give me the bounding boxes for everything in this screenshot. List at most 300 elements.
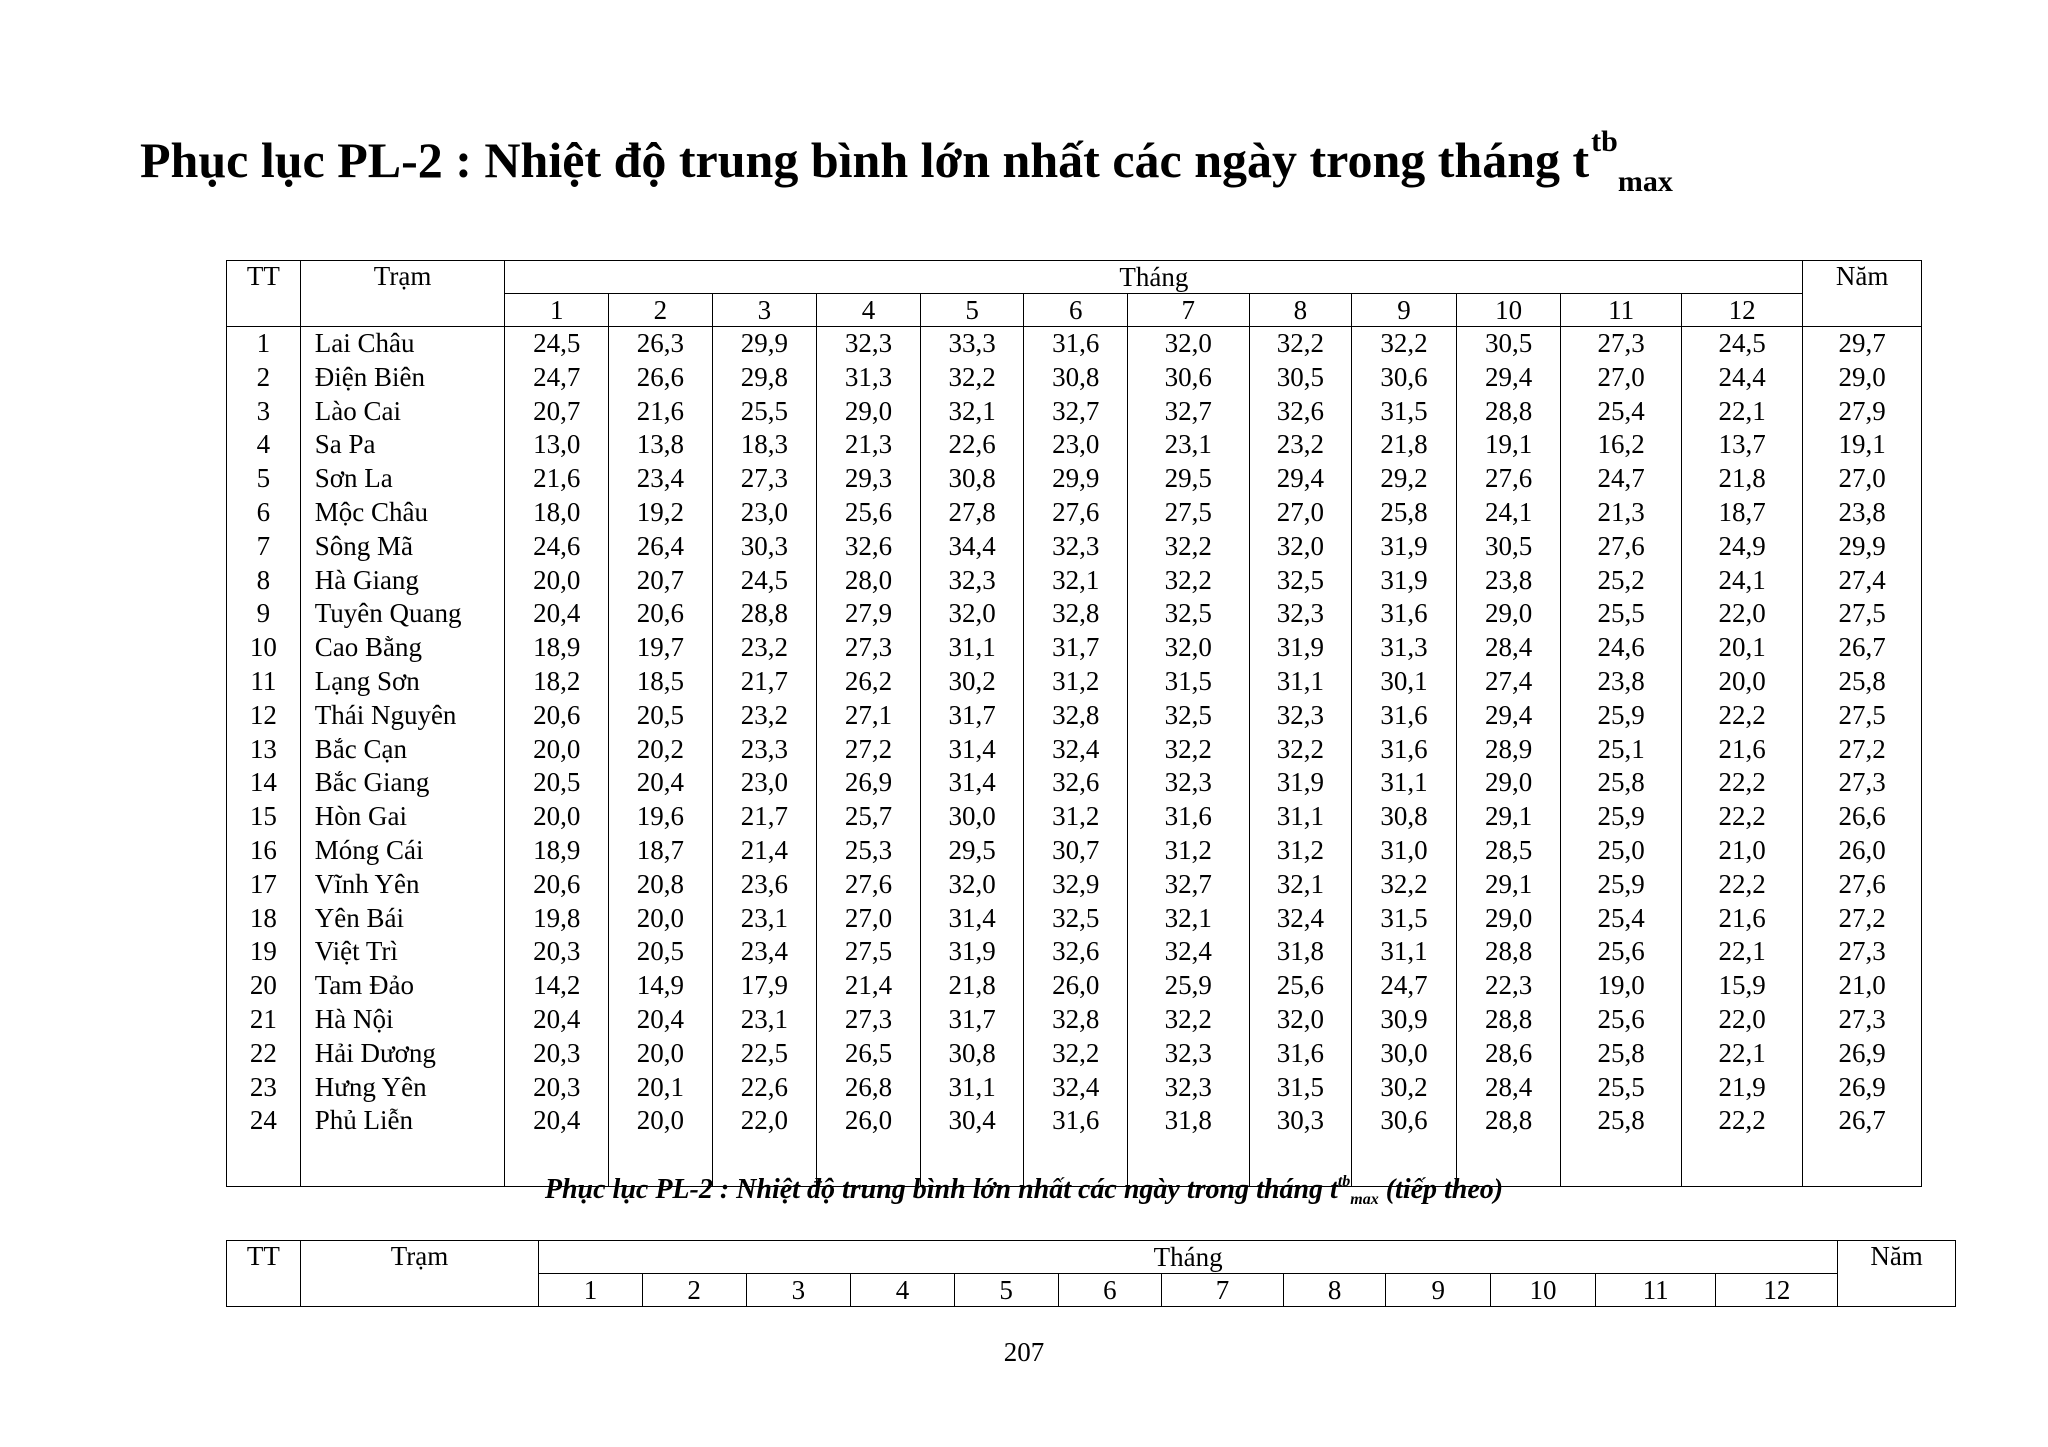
temperature-cell: 20,4 bbox=[609, 1003, 713, 1037]
row-number: 6 bbox=[227, 496, 301, 530]
temperature-cell: 32,2 bbox=[1128, 1003, 1249, 1037]
row-number: 15 bbox=[227, 800, 301, 834]
temperature-cell: 18,7 bbox=[609, 834, 713, 868]
temperature-cell: 16,2 bbox=[1561, 428, 1681, 462]
temperature-cell: 26,0 bbox=[1024, 969, 1128, 1003]
temperature-cell: 32,4 bbox=[1249, 902, 1352, 936]
temperature-cell: 31,6 bbox=[1352, 699, 1457, 733]
temperature-cell: 28,8 bbox=[1456, 1104, 1561, 1138]
temperature-cell: 34,4 bbox=[920, 530, 1024, 564]
temperature-cell: 30,4 bbox=[920, 1104, 1024, 1138]
temperature-cell: 21,4 bbox=[817, 969, 921, 1003]
temperature-cell: 32,3 bbox=[1249, 597, 1352, 631]
temperature-cell: 23,1 bbox=[712, 1003, 817, 1037]
year-value: 27,9 bbox=[1803, 395, 1922, 429]
temperature-cell: 21,8 bbox=[1681, 462, 1802, 496]
row-number: 13 bbox=[227, 733, 301, 767]
temperature-cell: 31,9 bbox=[1352, 530, 1457, 564]
temperature-cell: 25,2 bbox=[1561, 564, 1681, 598]
temperature-cell: 32,1 bbox=[920, 395, 1024, 429]
temperature-cell: 20,0 bbox=[609, 1037, 713, 1071]
table-row bbox=[227, 1071, 1922, 1105]
temperature-cell: 22,3 bbox=[1456, 969, 1561, 1003]
temperature-cell: 29,5 bbox=[920, 834, 1024, 868]
cont-header-station: Trạm bbox=[300, 1241, 538, 1307]
header-year: Năm bbox=[1803, 261, 1922, 327]
row-number: 8 bbox=[227, 564, 301, 598]
temperature-cell: 33,3 bbox=[920, 327, 1024, 361]
temperature-cell: 21,3 bbox=[1561, 496, 1681, 530]
temperature-cell: 31,1 bbox=[920, 1071, 1024, 1105]
temperature-cell: 28,0 bbox=[817, 564, 921, 598]
temperature-cell: 23,3 bbox=[712, 733, 817, 767]
temperature-cell: 25,6 bbox=[1561, 935, 1681, 969]
station-name: Thái Nguyên bbox=[300, 699, 505, 733]
temperature-cell: 18,0 bbox=[505, 496, 609, 530]
temperature-cell: 25,4 bbox=[1561, 395, 1681, 429]
year-value: 27,6 bbox=[1803, 868, 1922, 902]
temperature-cell: 15,9 bbox=[1681, 969, 1802, 1003]
temperature-cell: 22,0 bbox=[1681, 597, 1802, 631]
row-number: 16 bbox=[227, 834, 301, 868]
temperature-cell: 32,4 bbox=[1024, 733, 1128, 767]
temperature-cell: 32,1 bbox=[1024, 564, 1128, 598]
temperature-cell: 23,6 bbox=[712, 868, 817, 902]
temperature-cell: 32,5 bbox=[1024, 902, 1128, 936]
row-number: 5 bbox=[227, 462, 301, 496]
temperature-cell: 19,7 bbox=[609, 631, 713, 665]
station-name: Vĩnh Yên bbox=[300, 868, 505, 902]
station-name: Hòn Gai bbox=[300, 800, 505, 834]
month-header: 2 bbox=[642, 1274, 746, 1307]
temperature-cell: 25,8 bbox=[1561, 1104, 1681, 1138]
temperature-cell: 20,4 bbox=[505, 597, 609, 631]
temperature-cell: 19,8 bbox=[505, 902, 609, 936]
temperature-cell: 24,6 bbox=[505, 530, 609, 564]
temperature-cell: 31,2 bbox=[1128, 834, 1249, 868]
temperature-cell: 31,1 bbox=[1352, 935, 1457, 969]
station-name: Bắc Giang bbox=[300, 766, 505, 800]
temperature-cell: 14,9 bbox=[609, 969, 713, 1003]
temperature-cell: 29,8 bbox=[712, 361, 817, 395]
temperature-cell: 29,5 bbox=[1128, 462, 1249, 496]
temperature-cell: 29,2 bbox=[1352, 462, 1457, 496]
temperature-cell: 32,0 bbox=[1128, 327, 1249, 361]
temperature-cell: 20,3 bbox=[505, 1037, 609, 1071]
temperature-cell: 23,4 bbox=[609, 462, 713, 496]
table-row bbox=[227, 564, 1922, 598]
temperature-cell: 20,1 bbox=[1681, 631, 1802, 665]
temperature-cell: 31,1 bbox=[920, 631, 1024, 665]
temperature-cell: 24,1 bbox=[1681, 564, 1802, 598]
temperature-cell: 27,3 bbox=[817, 631, 921, 665]
temperature-cell: 20,0 bbox=[609, 1104, 713, 1138]
year-value: 29,7 bbox=[1803, 327, 1922, 361]
temperature-cell: 21,8 bbox=[920, 969, 1024, 1003]
row-number: 12 bbox=[227, 699, 301, 733]
temperature-cell: 27,2 bbox=[817, 733, 921, 767]
table-row bbox=[227, 935, 1922, 969]
temperature-cell: 21,7 bbox=[712, 665, 817, 699]
continuation-title bbox=[0, 1174, 2048, 1206]
station-name: Lai Châu bbox=[300, 327, 505, 361]
table-row bbox=[227, 327, 1922, 361]
month-header: 1 bbox=[505, 294, 609, 327]
temperature-cell: 31,5 bbox=[1128, 665, 1249, 699]
station-name: Cao Bằng bbox=[300, 631, 505, 665]
year-value: 26,9 bbox=[1803, 1037, 1922, 1071]
row-number: 17 bbox=[227, 868, 301, 902]
temperature-cell: 32,2 bbox=[1249, 733, 1352, 767]
temperature-cell: 21,6 bbox=[609, 395, 713, 429]
temperature-cell: 31,6 bbox=[1024, 327, 1128, 361]
temperature-cell: 32,2 bbox=[1024, 1037, 1128, 1071]
temperature-cell: 20,6 bbox=[505, 699, 609, 733]
title-subscript: max bbox=[1617, 165, 1673, 198]
row-number: 11 bbox=[227, 665, 301, 699]
table-row bbox=[227, 428, 1922, 462]
month-header: 4 bbox=[851, 1274, 955, 1307]
temperature-cell: 28,5 bbox=[1456, 834, 1561, 868]
temperature-cell: 24,4 bbox=[1681, 361, 1802, 395]
temperature-cell: 30,2 bbox=[1352, 1071, 1457, 1105]
temperature-table bbox=[226, 260, 1922, 1187]
month-header: 10 bbox=[1491, 1274, 1596, 1307]
temperature-cell: 25,8 bbox=[1561, 766, 1681, 800]
temperature-cell: 25,5 bbox=[1561, 1071, 1681, 1105]
temperature-cell: 27,6 bbox=[817, 868, 921, 902]
temperature-cell: 30,7 bbox=[1024, 834, 1128, 868]
temperature-cell: 22,0 bbox=[1681, 1003, 1802, 1037]
station-name: Phủ Liễn bbox=[300, 1104, 505, 1138]
temperature-cell: 22,0 bbox=[712, 1104, 817, 1138]
temperature-cell: 25,5 bbox=[1561, 597, 1681, 631]
row-number: 20 bbox=[227, 969, 301, 1003]
table-row bbox=[227, 631, 1922, 665]
temperature-cell: 30,3 bbox=[712, 530, 817, 564]
temperature-cell: 29,0 bbox=[1456, 766, 1561, 800]
temperature-cell: 24,7 bbox=[1352, 969, 1457, 1003]
temperature-cell: 32,6 bbox=[817, 530, 921, 564]
cont-header-tt: TT bbox=[227, 1241, 301, 1307]
temperature-cell: 25,8 bbox=[1352, 496, 1457, 530]
temperature-cell: 22,1 bbox=[1681, 395, 1802, 429]
temperature-cell: 30,2 bbox=[920, 665, 1024, 699]
row-number: 7 bbox=[227, 530, 301, 564]
header-month: Tháng bbox=[505, 261, 1803, 294]
temperature-cell: 14,2 bbox=[505, 969, 609, 1003]
temperature-cell: 22,2 bbox=[1681, 699, 1802, 733]
temperature-cell: 23,2 bbox=[1249, 428, 1352, 462]
temperature-cell: 21,0 bbox=[1681, 834, 1802, 868]
cont-header-month: Tháng bbox=[539, 1241, 1838, 1274]
month-header: 1 bbox=[539, 1274, 643, 1307]
temperature-cell: 32,3 bbox=[1128, 1037, 1249, 1071]
temperature-cell: 31,9 bbox=[1249, 766, 1352, 800]
temperature-cell: 31,9 bbox=[1352, 564, 1457, 598]
temperature-cell: 28,8 bbox=[1456, 935, 1561, 969]
header-station: Trạm bbox=[300, 261, 505, 327]
temperature-cell: 29,4 bbox=[1456, 361, 1561, 395]
temperature-cell: 22,2 bbox=[1681, 868, 1802, 902]
year-value: 19,1 bbox=[1803, 428, 1922, 462]
temperature-cell: 20,3 bbox=[505, 1071, 609, 1105]
temperature-cell: 32,8 bbox=[1024, 1003, 1128, 1037]
temperature-cell: 30,5 bbox=[1249, 361, 1352, 395]
station-name: Sơn La bbox=[300, 462, 505, 496]
temperature-cell: 20,7 bbox=[609, 564, 713, 598]
month-header: 8 bbox=[1249, 294, 1352, 327]
temperature-cell: 25,6 bbox=[1561, 1003, 1681, 1037]
temperature-cell: 21,3 bbox=[817, 428, 921, 462]
temperature-cell: 31,7 bbox=[1024, 631, 1128, 665]
table-row bbox=[227, 597, 1922, 631]
temperature-cell: 32,7 bbox=[1128, 395, 1249, 429]
temperature-cell: 30,6 bbox=[1128, 361, 1249, 395]
station-name: Việt Trì bbox=[300, 935, 505, 969]
temperature-cell: 25,6 bbox=[1249, 969, 1352, 1003]
temperature-cell: 28,4 bbox=[1456, 1071, 1561, 1105]
temperature-cell: 20,4 bbox=[609, 766, 713, 800]
temperature-cell: 32,2 bbox=[1128, 564, 1249, 598]
temperature-cell: 30,1 bbox=[1352, 665, 1457, 699]
temperature-cell: 27,5 bbox=[817, 935, 921, 969]
page-number: 207 bbox=[1003, 1337, 1045, 1367]
year-value: 27,3 bbox=[1803, 1003, 1922, 1037]
temperature-cell: 18,3 bbox=[712, 428, 817, 462]
station-name: Tuyên Quang bbox=[300, 597, 505, 631]
temperature-cell: 31,1 bbox=[1352, 766, 1457, 800]
table-row bbox=[227, 530, 1922, 564]
temperature-cell: 29,4 bbox=[1249, 462, 1352, 496]
temperature-cell: 20,3 bbox=[505, 935, 609, 969]
table-row bbox=[227, 1104, 1922, 1138]
temperature-cell: 29,0 bbox=[1456, 597, 1561, 631]
temperature-cell: 25,9 bbox=[1561, 800, 1681, 834]
temperature-cell: 29,1 bbox=[1456, 800, 1561, 834]
temperature-cell: 26,2 bbox=[817, 665, 921, 699]
temperature-cell: 31,2 bbox=[1024, 665, 1128, 699]
temperature-cell: 30,8 bbox=[920, 462, 1024, 496]
temperature-cell: 29,1 bbox=[1456, 868, 1561, 902]
temperature-cell: 30,6 bbox=[1352, 361, 1457, 395]
subtitle-subscript: max bbox=[1350, 1191, 1379, 1208]
temperature-cell: 26,6 bbox=[609, 361, 713, 395]
temperature-cell: 22,6 bbox=[712, 1071, 817, 1105]
temperature-cell: 27,3 bbox=[712, 462, 817, 496]
row-number: 4 bbox=[227, 428, 301, 462]
month-header: 11 bbox=[1561, 294, 1681, 327]
temperature-cell: 27,6 bbox=[1561, 530, 1681, 564]
temperature-cell: 31,8 bbox=[1128, 1104, 1249, 1138]
month-header: 10 bbox=[1456, 294, 1561, 327]
temperature-cell: 28,8 bbox=[1456, 1003, 1561, 1037]
month-header: 7 bbox=[1162, 1274, 1284, 1307]
temperature-cell: 20,0 bbox=[609, 902, 713, 936]
year-value: 26,0 bbox=[1803, 834, 1922, 868]
temperature-cell: 29,0 bbox=[817, 395, 921, 429]
temperature-cell: 27,8 bbox=[920, 496, 1024, 530]
temperature-cell: 24,9 bbox=[1681, 530, 1802, 564]
temperature-cell: 18,7 bbox=[1681, 496, 1802, 530]
year-value: 26,9 bbox=[1803, 1071, 1922, 1105]
table-row bbox=[227, 361, 1922, 395]
temperature-cell: 25,0 bbox=[1561, 834, 1681, 868]
station-name: Tam Đảo bbox=[300, 969, 505, 1003]
station-name: Sông Mã bbox=[300, 530, 505, 564]
temperature-cell: 20,5 bbox=[609, 699, 713, 733]
temperature-cell: 32,3 bbox=[1024, 530, 1128, 564]
temperature-cell: 20,8 bbox=[609, 868, 713, 902]
temperature-cell: 32,6 bbox=[1024, 935, 1128, 969]
temperature-cell: 32,0 bbox=[1249, 1003, 1352, 1037]
temperature-cell: 32,2 bbox=[920, 361, 1024, 395]
temperature-cell: 22,1 bbox=[1681, 1037, 1802, 1071]
title-main: Phục lục PL-2 : Nhiệt độ trung bình lớn nhất các ngày trong tháng t bbox=[140, 132, 1590, 188]
temperature-cell: 30,6 bbox=[1352, 1104, 1457, 1138]
table-row bbox=[227, 462, 1922, 496]
page-title bbox=[140, 125, 1673, 198]
table-body bbox=[227, 327, 1922, 1187]
temperature-cell: 31,6 bbox=[1024, 1104, 1128, 1138]
temperature-cell: 32,4 bbox=[1024, 1071, 1128, 1105]
row-number: 10 bbox=[227, 631, 301, 665]
temperature-cell: 27,0 bbox=[1249, 496, 1352, 530]
temperature-cell: 21,4 bbox=[712, 834, 817, 868]
station-name: Móng Cái bbox=[300, 834, 505, 868]
temperature-cell: 23,1 bbox=[1128, 428, 1249, 462]
row-number: 18 bbox=[227, 902, 301, 936]
temperature-cell: 27,3 bbox=[817, 1003, 921, 1037]
temperature-cell: 31,5 bbox=[1352, 395, 1457, 429]
month-header: 12 bbox=[1681, 294, 1802, 327]
temperature-cell: 31,4 bbox=[920, 733, 1024, 767]
year-value: 29,0 bbox=[1803, 361, 1922, 395]
month-header: 5 bbox=[954, 1274, 1058, 1307]
temperature-cell: 30,5 bbox=[1456, 327, 1561, 361]
temperature-cell: 32,1 bbox=[1249, 868, 1352, 902]
row-number: 14 bbox=[227, 766, 301, 800]
temperature-cell: 19,6 bbox=[609, 800, 713, 834]
temperature-cell: 25,8 bbox=[1561, 1037, 1681, 1071]
temperature-cell: 25,3 bbox=[817, 834, 921, 868]
temperature-cell: 23,0 bbox=[1024, 428, 1128, 462]
temperature-cell: 29,4 bbox=[1456, 699, 1561, 733]
temperature-cell: 21,6 bbox=[1681, 902, 1802, 936]
temperature-cell: 21,8 bbox=[1352, 428, 1457, 462]
temperature-cell: 21,7 bbox=[712, 800, 817, 834]
temperature-cell: 32,7 bbox=[1128, 868, 1249, 902]
row-number: 9 bbox=[227, 597, 301, 631]
month-header: 2 bbox=[609, 294, 713, 327]
table-row bbox=[227, 665, 1922, 699]
temperature-cell: 25,6 bbox=[817, 496, 921, 530]
year-value: 26,6 bbox=[1803, 800, 1922, 834]
temperature-cell: 32,2 bbox=[1352, 868, 1457, 902]
temperature-cell: 31,4 bbox=[920, 902, 1024, 936]
temperature-cell: 20,6 bbox=[609, 597, 713, 631]
station-name: Hà Nội bbox=[300, 1003, 505, 1037]
cont-header-year: Năm bbox=[1838, 1241, 1956, 1307]
month-header: 3 bbox=[746, 1274, 851, 1307]
year-value: 27,0 bbox=[1803, 462, 1922, 496]
temperature-cell: 18,9 bbox=[505, 631, 609, 665]
temperature-cell: 29,3 bbox=[817, 462, 921, 496]
temperature-cell: 32,2 bbox=[1128, 530, 1249, 564]
temperature-cell: 31,2 bbox=[1249, 834, 1352, 868]
year-value: 26,7 bbox=[1803, 631, 1922, 665]
temperature-cell: 20,6 bbox=[505, 868, 609, 902]
temperature-cell: 32,4 bbox=[1128, 935, 1249, 969]
row-number: 24 bbox=[227, 1104, 301, 1138]
table-row bbox=[227, 1003, 1922, 1037]
month-header: 9 bbox=[1386, 1274, 1491, 1307]
station-name: Hải Dương bbox=[300, 1037, 505, 1071]
temperature-cell: 23,0 bbox=[712, 766, 817, 800]
temperature-cell: 19,1 bbox=[1456, 428, 1561, 462]
temperature-cell: 31,6 bbox=[1249, 1037, 1352, 1071]
temperature-cell: 32,8 bbox=[1024, 699, 1128, 733]
temperature-cell: 22,2 bbox=[1681, 766, 1802, 800]
temperature-cell: 32,6 bbox=[1024, 766, 1128, 800]
temperature-cell: 25,7 bbox=[817, 800, 921, 834]
temperature-cell: 31,0 bbox=[1352, 834, 1457, 868]
month-header: 9 bbox=[1352, 294, 1457, 327]
temperature-cell: 31,4 bbox=[920, 766, 1024, 800]
temperature-cell: 31,3 bbox=[1352, 631, 1457, 665]
month-header: 12 bbox=[1716, 1274, 1838, 1307]
temperature-cell: 26,0 bbox=[817, 1104, 921, 1138]
temperature-cell: 30,8 bbox=[1024, 361, 1128, 395]
temperature-cell: 31,9 bbox=[920, 935, 1024, 969]
temperature-cell: 13,7 bbox=[1681, 428, 1802, 462]
station-name: Lạng Sơn bbox=[300, 665, 505, 699]
year-value: 27,2 bbox=[1803, 733, 1922, 767]
temperature-cell: 31,6 bbox=[1352, 597, 1457, 631]
temperature-cell: 20,1 bbox=[609, 1071, 713, 1105]
temperature-cell: 30,5 bbox=[1456, 530, 1561, 564]
temperature-cell: 30,9 bbox=[1352, 1003, 1457, 1037]
temperature-cell: 31,7 bbox=[920, 699, 1024, 733]
temperature-cell: 20,4 bbox=[505, 1104, 609, 1138]
temperature-cell: 23,4 bbox=[712, 935, 817, 969]
temperature-cell: 21,6 bbox=[1681, 733, 1802, 767]
temperature-cell: 20,5 bbox=[609, 935, 713, 969]
temperature-cell: 27,1 bbox=[817, 699, 921, 733]
temperature-cell: 31,6 bbox=[1352, 733, 1457, 767]
temperature-cell: 25,5 bbox=[712, 395, 817, 429]
temperature-cell: 32,1 bbox=[1128, 902, 1249, 936]
temperature-cell: 24,6 bbox=[1561, 631, 1681, 665]
month-header: 5 bbox=[920, 294, 1024, 327]
temperature-cell: 32,0 bbox=[920, 868, 1024, 902]
temperature-cell: 32,3 bbox=[1249, 699, 1352, 733]
temperature-cell: 32,5 bbox=[1249, 564, 1352, 598]
temperature-cell: 30,0 bbox=[1352, 1037, 1457, 1071]
year-value: 27,4 bbox=[1803, 564, 1922, 598]
subtitle-main: Phục lục PL-2 : Nhiệt độ trung bình lớn nhất các ngày trong tháng t bbox=[544, 1174, 1338, 1205]
temperature-cell: 27,6 bbox=[1024, 496, 1128, 530]
year-value: 27,5 bbox=[1803, 597, 1922, 631]
temperature-cell: 32,5 bbox=[1128, 597, 1249, 631]
station-name: Bắc Cạn bbox=[300, 733, 505, 767]
temperature-cell: 22,5 bbox=[712, 1037, 817, 1071]
temperature-cell: 18,9 bbox=[505, 834, 609, 868]
temperature-cell: 20,5 bbox=[505, 766, 609, 800]
temperature-cell: 31,7 bbox=[920, 1003, 1024, 1037]
year-value: 23,8 bbox=[1803, 496, 1922, 530]
month-header: 6 bbox=[1058, 1274, 1162, 1307]
